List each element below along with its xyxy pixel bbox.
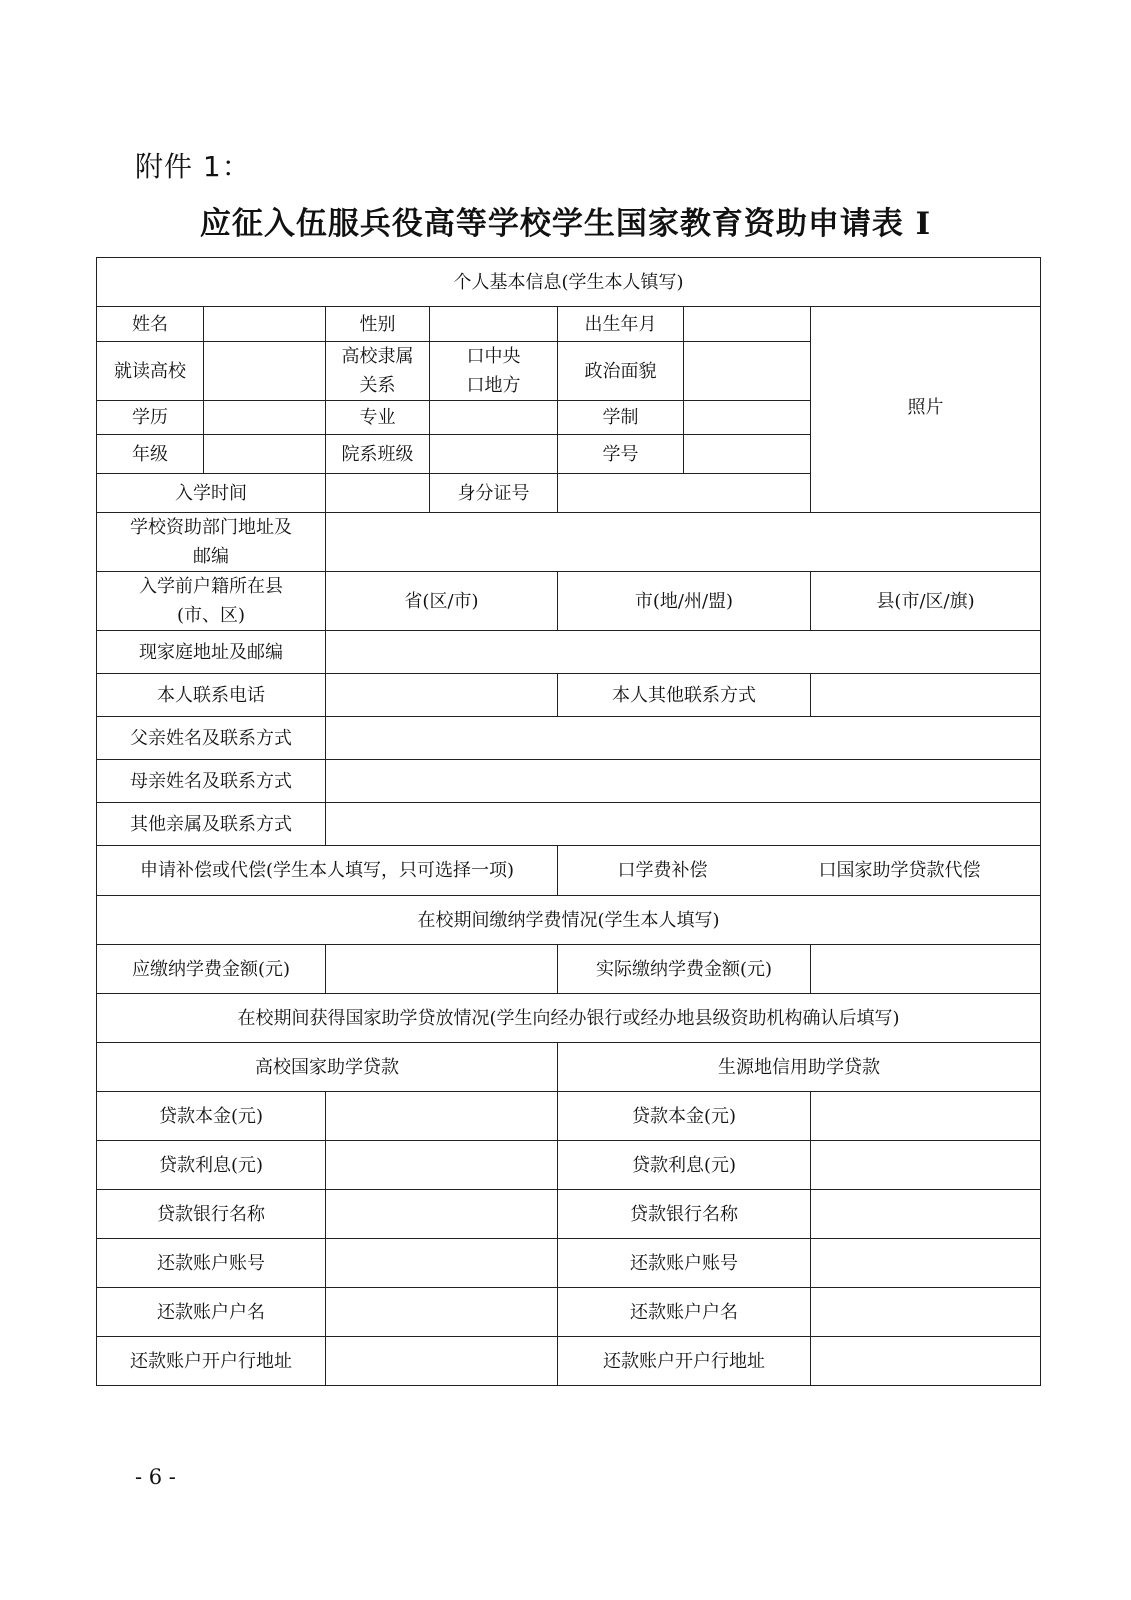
home-address-label: 现家庭地址及邮编 xyxy=(97,631,326,674)
loan-row xyxy=(97,1288,1041,1337)
political-field[interactable] xyxy=(684,342,811,401)
mother-field[interactable] xyxy=(326,760,1041,803)
other-contact-field[interactable] xyxy=(811,674,1041,717)
aid-office-label xyxy=(97,513,326,572)
education-label: 学历 xyxy=(97,401,204,435)
source-loan-row-label: 贷款银行名称 xyxy=(558,1190,811,1239)
school-field[interactable] xyxy=(204,342,326,401)
personal-info-header: 个人基本信息(学生本人镇写) xyxy=(97,258,1041,307)
loan-row xyxy=(97,1239,1041,1288)
name-label: 姓名 xyxy=(97,307,204,342)
compensation-options xyxy=(558,846,1041,896)
gender-field[interactable] xyxy=(430,307,558,342)
id-card-label: 身分证号 xyxy=(430,474,558,513)
campus-loan-row-label: 贷款利息(元) xyxy=(97,1141,326,1190)
loan-row xyxy=(97,1141,1041,1190)
source-loan-header: 生源地信用助学贷款 xyxy=(558,1043,1041,1092)
gender-label: 性别 xyxy=(326,307,430,342)
campus-loan-row-field[interactable] xyxy=(326,1337,558,1386)
name-field[interactable] xyxy=(204,307,326,342)
affiliation-checkbox-local[interactable]: 口地方 xyxy=(466,375,521,396)
tuition-paid-label: 实际缴纳学费金额(元) xyxy=(558,945,811,994)
source-loan-row-label: 还款账户户名 xyxy=(558,1288,811,1337)
attachment-label: 附件 1： xyxy=(135,150,251,183)
tuition-compensation-checkbox[interactable]: 口学费补偿 xyxy=(617,860,708,881)
loan-row xyxy=(97,1337,1041,1386)
county-label: 县(市/区/旗) xyxy=(876,590,975,612)
household-label-line1: 入学前户籍所在县 xyxy=(139,576,283,597)
county-field[interactable] xyxy=(811,572,1041,631)
affiliation-label-line1: 高校隶属 xyxy=(341,346,414,367)
enroll-time-label: 入学时间 xyxy=(97,474,326,513)
political-label: 政治面貌 xyxy=(558,342,684,401)
major-label: 专业 xyxy=(326,401,430,435)
campus-loan-row-label: 还款账户户名 xyxy=(97,1288,326,1337)
father-label: 父亲姓名及联系方式 xyxy=(97,717,326,760)
phone-label: 本人联系电话 xyxy=(97,674,326,717)
education-field[interactable] xyxy=(204,401,326,435)
loan-row xyxy=(97,1092,1041,1141)
source-loan-row-label: 还款账户开户行地址 xyxy=(558,1337,811,1386)
campus-loan-row-field[interactable] xyxy=(326,1190,558,1239)
source-loan-row-field[interactable] xyxy=(811,1239,1041,1288)
grade-field[interactable] xyxy=(204,435,326,474)
tuition-paid-field[interactable] xyxy=(811,945,1041,994)
other-contact-label: 本人其他联系方式 xyxy=(558,674,811,717)
tuition-section-header: 在校期间缴纳学费情况(学生本人填写) xyxy=(97,896,1041,945)
enroll-time-field[interactable] xyxy=(326,474,430,513)
tuition-due-label: 应缴纳学费金额(元) xyxy=(97,945,326,994)
compensation-label: 申请补偿或代偿(学生本人填写，只可选择一项) xyxy=(97,846,558,896)
relative-label: 其他亲属及联系方式 xyxy=(97,803,326,846)
birth-label: 出生年月 xyxy=(558,307,684,342)
phone-field[interactable] xyxy=(326,674,558,717)
student-id-field[interactable] xyxy=(684,435,811,474)
major-field[interactable] xyxy=(430,401,558,435)
source-loan-row-label: 还款账户账号 xyxy=(558,1239,811,1288)
campus-loan-header: 高校国家助学贷款 xyxy=(97,1043,558,1092)
campus-loan-row-field[interactable] xyxy=(326,1092,558,1141)
loans-section-header: 在校期间获得国家助学贷放情况(学生向经办银行或经办地县级资助机构确认后填写) xyxy=(97,994,1041,1043)
city-field[interactable] xyxy=(558,572,811,631)
photo-box[interactable] xyxy=(811,307,1041,513)
grade-label: 年级 xyxy=(97,435,204,474)
household-label xyxy=(97,572,326,631)
province-field[interactable] xyxy=(326,572,558,631)
affiliation-options xyxy=(430,342,558,401)
department-field[interactable] xyxy=(430,435,558,474)
city-label: 市(地/州/盟) xyxy=(634,590,734,612)
duration-label: 学制 xyxy=(558,401,684,435)
department-label: 院系班级 xyxy=(326,435,430,474)
affiliation-label xyxy=(326,342,430,401)
campus-loan-row-field[interactable] xyxy=(326,1239,558,1288)
province-label: 省(区/市) xyxy=(404,590,479,612)
loan-row xyxy=(97,1190,1041,1239)
campus-loan-row-label: 贷款银行名称 xyxy=(97,1190,326,1239)
campus-loan-row-field[interactable] xyxy=(326,1141,558,1190)
document-title: 应征入伍服兵役高等学校学生国家教育资助申请表 I xyxy=(199,206,932,242)
affiliation-checkbox-central[interactable]: 口中央 xyxy=(466,346,521,367)
source-loan-row-field[interactable] xyxy=(811,1141,1041,1190)
campus-loan-row-field[interactable] xyxy=(326,1288,558,1337)
campus-loan-row-label: 还款账户开户行地址 xyxy=(97,1337,326,1386)
source-loan-row-field[interactable] xyxy=(811,1288,1041,1337)
father-field[interactable] xyxy=(326,717,1041,760)
home-address-field[interactable] xyxy=(326,631,1041,674)
source-loan-row-label: 贷款本金(元) xyxy=(558,1092,811,1141)
photo-label: 照片 xyxy=(907,397,944,418)
id-card-field[interactable] xyxy=(558,474,811,513)
aid-office-field[interactable] xyxy=(326,513,1041,572)
mother-label: 母亲姓名及联系方式 xyxy=(97,760,326,803)
duration-field[interactable] xyxy=(684,401,811,435)
loan-repayment-checkbox[interactable]: 口国家助学贷款代偿 xyxy=(818,860,981,881)
aid-office-label-line1: 学校资助部门地址及 xyxy=(130,517,292,538)
campus-loan-row-label: 贷款本金(元) xyxy=(97,1092,326,1141)
source-loan-row-field[interactable] xyxy=(811,1337,1041,1386)
affiliation-label-line2: 关系 xyxy=(359,375,396,396)
relative-field[interactable] xyxy=(326,803,1041,846)
tuition-due-field[interactable] xyxy=(326,945,558,994)
page-number: - 6 - xyxy=(135,1465,176,1489)
school-label: 就读高校 xyxy=(97,342,204,401)
birth-field[interactable] xyxy=(684,307,811,342)
source-loan-row-label: 贷款利息(元) xyxy=(558,1141,811,1190)
source-loan-row-field[interactable] xyxy=(811,1190,1041,1239)
source-loan-row-field[interactable] xyxy=(811,1092,1041,1141)
household-label-line2: (市、区) xyxy=(176,605,246,626)
student-id-label: 学号 xyxy=(558,435,684,474)
campus-loan-row-label: 还款账户账号 xyxy=(97,1239,326,1288)
aid-office-label-line2: 邮编 xyxy=(193,546,229,567)
application-form-table xyxy=(96,257,1041,1386)
